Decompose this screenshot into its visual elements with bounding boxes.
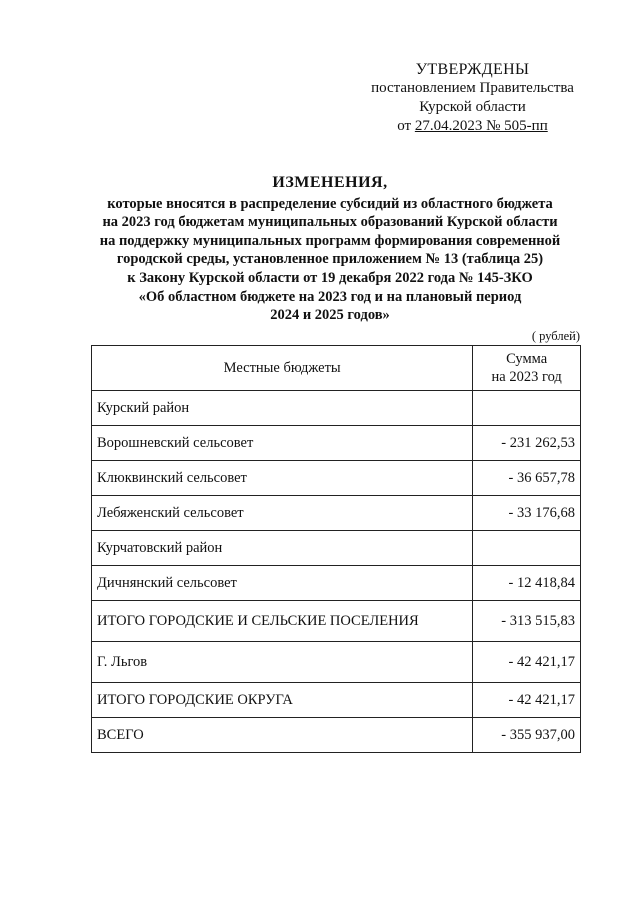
row-name: Дичнянский сельсовет	[92, 566, 473, 601]
table-row	[92, 391, 581, 426]
table-row	[92, 461, 581, 496]
row-name: Клюквинский сельсовет	[92, 461, 473, 496]
units-label: ( рублей)	[531, 329, 580, 343]
row-name: ИТОГО ГОРОДСКИЕ И СЕЛЬСКИЕ ПОСЕЛЕНИЯ	[92, 601, 473, 642]
title-heading: ИЗМЕНЕНИЯ,	[272, 174, 388, 191]
document-title	[80, 174, 580, 325]
table-row	[92, 496, 581, 531]
title-line: «Об областном бюджете на 2023 год и на плановый период	[138, 288, 522, 305]
table-row	[92, 601, 581, 642]
approval-line-1: постановлением Правительства	[371, 80, 574, 96]
table-header-row	[92, 346, 581, 391]
header-sum	[473, 346, 581, 391]
row-sum: - 231 262,53	[473, 426, 581, 461]
table-row	[92, 718, 581, 753]
row-name: Ворошневский сельсовет	[92, 426, 473, 461]
table-row	[92, 566, 581, 601]
row-sum: - 36 657,78	[473, 461, 581, 496]
row-sum	[473, 531, 581, 566]
title-line: 2024 и 2025 годов»	[270, 307, 390, 324]
row-name: Курчатовский район	[92, 531, 473, 566]
table-row	[92, 531, 581, 566]
title-line: на 2023 год бюджетам муниципальных образований Курской области	[102, 214, 558, 231]
row-name: Курский район	[92, 391, 473, 426]
approval-stamp	[360, 60, 585, 136]
row-sum: - 42 421,17	[473, 642, 581, 683]
row-name: ИТОГО ГОРОДСКИЕ ОКРУГА	[92, 683, 473, 718]
row-name: ВСЕГО	[92, 718, 473, 753]
table-row	[92, 426, 581, 461]
header-sum-line-2: на 2023 год	[491, 369, 562, 385]
approval-line-2: Курской области	[419, 99, 526, 115]
title-line: к Закону Курской области от 19 декабря 2022 года № 145-ЗКО	[127, 269, 533, 286]
row-sum: - 355 937,00	[473, 718, 581, 753]
row-name: Г. Льгов	[92, 642, 473, 683]
approval-date-prefix: от	[397, 118, 412, 134]
row-sum: - 42 421,17	[473, 683, 581, 718]
row-sum: - 33 176,68	[473, 496, 581, 531]
title-line: городской среды, установленное приложением № 13 (таблица 25)	[116, 251, 544, 268]
approval-date-value: 27.04.2023 № 505-пп	[414, 118, 548, 134]
title-line: на поддержку муниципальных программ формирования современной	[99, 232, 561, 249]
approval-heading: УТВЕРЖДЕНЫ	[415, 61, 530, 78]
header-sum-line-1: Сумма	[506, 351, 548, 367]
approval-date-line	[360, 117, 585, 136]
row-name: Лебяженский сельсовет	[92, 496, 473, 531]
budget-table	[91, 345, 581, 753]
table-row	[92, 642, 581, 683]
row-sum: - 12 418,84	[473, 566, 581, 601]
header-local-budgets: Местные бюджеты	[92, 346, 473, 391]
table-row	[92, 683, 581, 718]
row-sum	[473, 391, 581, 426]
row-sum: - 313 515,83	[473, 601, 581, 642]
title-line: которые вносятся в распределение субсидий из областного бюджета	[107, 195, 553, 212]
